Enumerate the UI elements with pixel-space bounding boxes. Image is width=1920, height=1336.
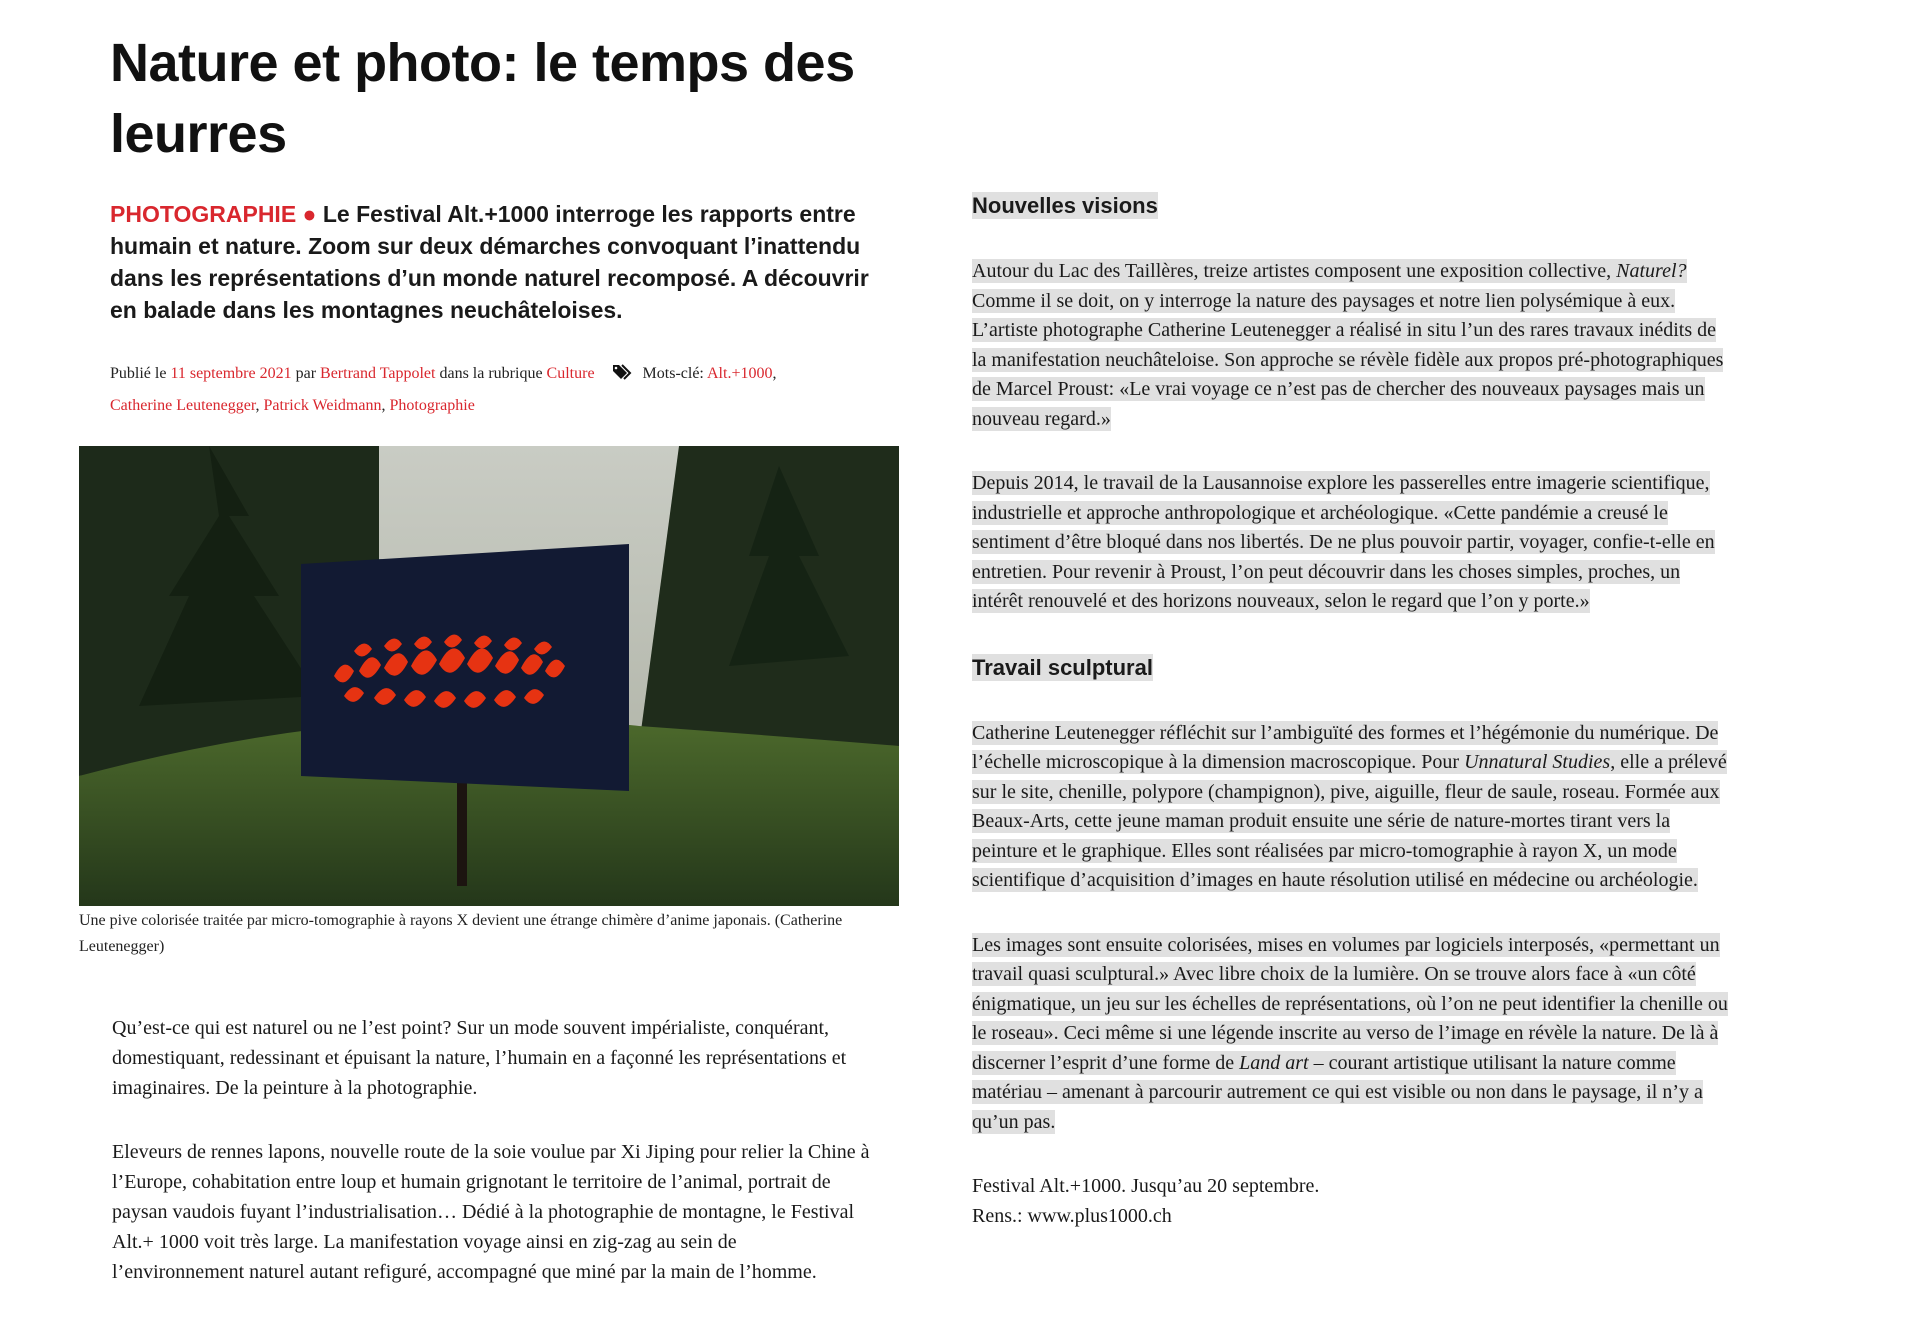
article-photo <box>79 446 899 906</box>
section-link[interactable]: Culture <box>546 365 595 382</box>
paragraph: Autour du Lac des Taillères, treize artistes composent une exposition collective, Naturel? Comme il se doit, on y interroge la nature des paysages et notre lien polysémique à eux. L’artiste photographe Catherine Leutenegger a réalisé in situ l’un des rares travaux inédits de la manifestation neuchâteloise. Son approche se révèle fidèle aux propos pré-photographiques de Marcel Proust: «Le vrai voyage ce n’est pas de chercher des nouveaux paysages mais un nouveau regard.» <box>972 260 1724 430</box>
paragraph: Qu’est-ce qui est naturel ou ne l’est point? Sur un mode souvent impérialiste, conquérant, domestiquant, redessinant et épuisant la nature, l’humain en a façonné les représentations et imaginaires. De la peinture à la photographie. <box>112 1017 847 1099</box>
tag-link[interactable]: Alt.+1000 <box>707 365 773 382</box>
photo-illustration <box>79 446 899 906</box>
festival-info: Festival Alt.+1000. Jusqu’au 20 septembre. Rens.: www.plus1000.ch <box>972 1175 1320 1227</box>
paragraph: Eleveurs de rennes lapons, nouvelle route de la soie voulue par Xi Jiping pour relier la Chine à l’Europe, cohabitation entre loup et humain grignotant le territoire de l’animal, portrait de paysan vaudois fuyant l’industrialisation… Dédié à la photographie de montagne, le Festival Alt.+ 1000 voit très large. La manifestation voyage ainsi en zig-zag au sein de l’environnement naturel autant refiguré, accompagné que miné par la main de l’homme. <box>112 1141 870 1283</box>
body-right-column <box>972 190 1732 1231</box>
section-heading: Travail sculptural <box>972 654 1153 680</box>
section-heading: Nouvelles visions <box>972 193 1158 218</box>
date-link[interactable]: 11 septembre 2021 <box>170 365 292 382</box>
article-meta: Publié le 11 septembre 2021 par Bertrand Tappolet dans la rubrique Culture Mots-clé: Alt.+1000, Catherine Leutenegger, Patrick Weidmann, Photographie <box>110 359 870 421</box>
article-lead <box>110 198 870 326</box>
paragraph: Les images sont ensuite colorisées, mises en volumes par logiciels interposés, «permettant un travail quasi sculptural.» Avec libre choix de la lumière. On se trouve alors face à «un côté énigmatique, un jeu sur les échelles de représentations, où l’on ne peut identifier la chenille ou le roseau». Ceci même si une légende inscrite au verso de l’image en révèle la nature. De là à discerner l’esprit d’une forme de Land art – courant artistique utilisant la nature comme matériau – amenant à parcourir autrement ce qui est visible ou non dans le paysage, il n’y a qu’un pas. <box>972 933 1728 1133</box>
tags-icon <box>613 361 633 391</box>
author-link[interactable]: Bertrand Tappolet <box>320 365 436 382</box>
tag-link[interactable]: Photographie <box>389 397 475 414</box>
rubric-label[interactable]: PHOTOGRAPHIE ● <box>110 201 317 227</box>
paragraph: Depuis 2014, le travail de la Lausannoise explore les passerelles entre imagerie scientifique, industrielle et approche anthropologique et archéologique. «Cette pandémie a creusé le sentiment d’être bloqué dans nos libertés. De ne plus pouvoir partir, voyager, confie-t-elle en entretien. Pour revenir à Proust, l’on peut découvrir dans les choses simples, proches, un intérêt renouvelé et des horizons nouveaux, selon le regard que l’on y porte.» <box>972 472 1715 612</box>
tag-link[interactable]: Catherine Leutenegger <box>110 397 256 414</box>
article-title: Nature et photo: le temps des leurres <box>110 33 855 164</box>
photo-caption: Une pive colorisée traitée par micro-tomographie à rayons X devient une étrange chimère d’anime japonais. (Catherine Leutenegger) <box>79 912 843 955</box>
paragraph: Catherine Leutenegger réfléchit sur l’ambiguïté des formes et l’hégémonie du numérique. De l’échelle microscopique à la dimension macroscopique. Pour Unnatural Studies, elle a prélevé sur le site, chenille, polypore (champignon), pive, aiguille, fleur de saule, roseau. Formée aux Beaux-Arts, cette jeune maman produit ensuite une série de nature-mortes tirant vers la peinture et le graphique. Elles sont réalisées par micro-tomographie à rayon X, un mode scientifique d’acquisition d’images en haute résolution utilisé en médecine ou archéologie. <box>972 721 1727 891</box>
tag-link[interactable]: Patrick Weidmann <box>263 397 382 414</box>
body-left-column <box>112 1013 872 1321</box>
lead-text: Le Festival Alt.+1000 interroge les rapports entre humain et nature. Zoom sur deux démarches convoquant l’inattendu dans les représentations d’un monde naturel recomposé. A découvrir en balade dans les montagnes neuchâteloises. <box>110 201 869 323</box>
